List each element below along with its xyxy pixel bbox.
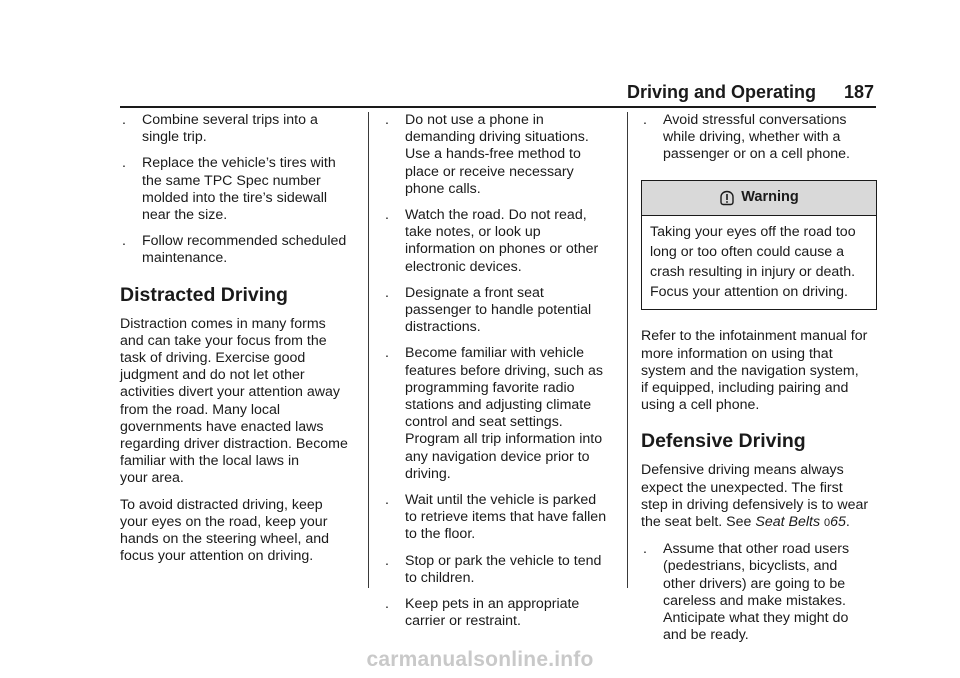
- bullet-mark: .: [643, 541, 647, 558]
- list-item: . Replace the vehicle’s tires with the same TPC Spec number molded into the tire’s sidewall near the size.: [122, 155, 336, 224]
- section-heading: Defensive Driving: [641, 430, 806, 453]
- list-item: . Assume that other road users (pedestrians, bicyclists, and other drivers) are going to be careless and make mistakes. Anticipate what they might do and be ready.: [643, 541, 850, 644]
- section-heading: Distracted Driving: [120, 283, 288, 306]
- bullet-mark: .: [385, 492, 389, 509]
- list-item: . Designate a front seat passenger to handle potential distractions.: [385, 284, 592, 336]
- list-item: . Combine several trips into a single trip.: [122, 112, 318, 146]
- bullet-mark: .: [385, 596, 389, 613]
- list-item: . Watch the road. Do not read, take notes, or look up information on phones or other electronic devices.: [385, 207, 599, 275]
- page-ref-icon: 0: [824, 517, 831, 530]
- warning-box: [641, 180, 877, 311]
- list-item: . Stop or park the vehicle to tend to children.: [385, 552, 602, 586]
- bullet-mark: .: [122, 155, 126, 172]
- warning-body: Taking your eyes off the road too long or too often could cause a crash resulting in injury or death. Focus your attention on driving.: [650, 223, 856, 301]
- bullet-mark: .: [385, 207, 389, 224]
- page-ref[interactable]: 65: [830, 514, 846, 531]
- paragraph: Distraction comes in many forms and can take your focus from the task of driving. Exercise good judgment and do not let other activities divert your attention away from the road. Many local governments have enacted laws regarding driver distraction. Become familiar with the local laws in your area.: [120, 315, 348, 487]
- warning-icon: [719, 190, 735, 206]
- column-3: [641, 112, 877, 653]
- bullet-mark: .: [122, 112, 126, 128]
- warning-header: [642, 181, 876, 216]
- section-title: Driving and Operating: [626, 82, 816, 102]
- seat-belts-link[interactable]: Seat Belts: [755, 514, 821, 531]
- paragraph: To avoid distracted driving, keep your eyes on the road, keep your hands on the steering wheel, and focus your attention on driving.: [120, 496, 330, 565]
- column-2: [383, 112, 613, 639]
- bullet-mark: .: [643, 112, 647, 128]
- page-number: 187: [843, 82, 874, 102]
- bullet-mark: .: [385, 345, 389, 362]
- bullet-mark: .: [385, 552, 389, 569]
- bullet-mark: .: [385, 284, 389, 301]
- warning-title: Warning: [741, 189, 799, 205]
- list-item: . Wait until the vehicle is parked to retrieve items that have fallen to the floor.: [385, 492, 607, 543]
- bullet-mark: .: [385, 112, 389, 128]
- paragraph: Defensive driving means always expect the unexpected. The first step in driving defensively is to wear the seat belt. See Seat Belts 065.: [641, 462, 869, 531]
- page-header: [120, 80, 876, 108]
- watermark: carmanualsonline.info: [366, 648, 594, 671]
- list-item: . Follow recommended scheduled maintenance.: [122, 233, 347, 267]
- bullet-mark: .: [122, 233, 126, 250]
- list-item: . Become familiar with vehicle features before driving, such as programming favorite radio stations and adjusting climate control and seat settings. Program all trip information into any navigation device prior to driving.: [385, 345, 603, 482]
- column-1: [120, 112, 356, 574]
- column-divider: [627, 112, 628, 588]
- column-divider: [368, 112, 369, 588]
- list-item: . Do not use a phone in demanding driving situations. Use a hands-free method to place or receive necessary phone calls.: [385, 112, 589, 197]
- paragraph: Refer to the infotainment manual for more information on using that system and the navigation system, if equipped, including pairing and using a cell phone.: [641, 328, 868, 414]
- list-item: . Avoid stressful conversations while driving, whether with a passenger or on a cell phone.: [643, 112, 850, 163]
- list-item: . Keep pets in an appropriate carrier or restraint.: [385, 596, 580, 630]
